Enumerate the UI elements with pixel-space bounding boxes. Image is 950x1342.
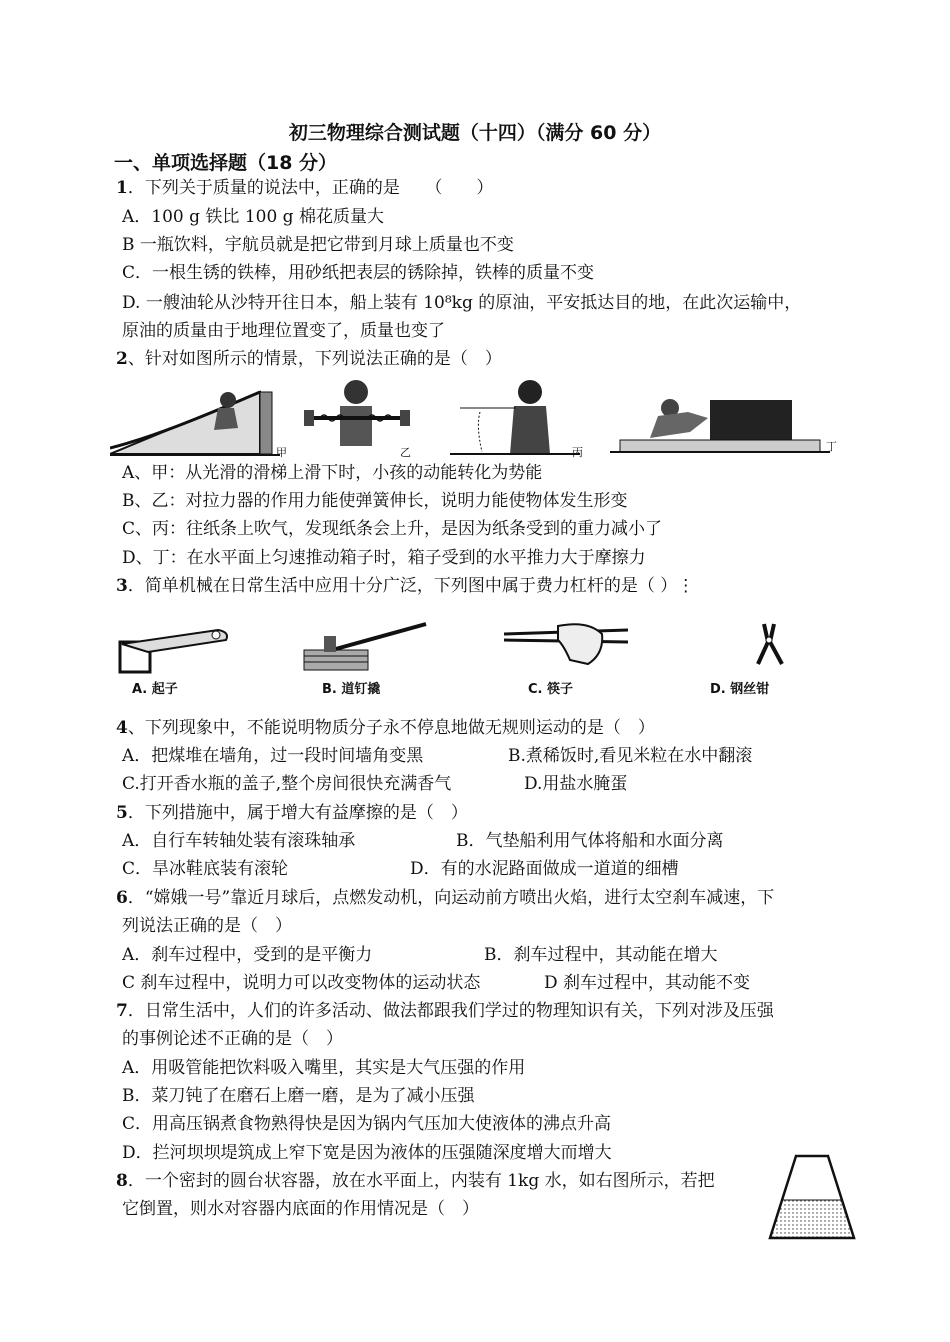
- question-1-option-d-line1: D. 一艘油轮从沙特开往日本，船上装有 10⁸kg 的原油，平安抵达目的地，在此次运输中，: [122, 293, 802, 313]
- question-5-option-a: A．自行车转轴处装有滚珠轴承: [122, 831, 356, 851]
- question-8-stem-line2: 它倒置，则水对容器内底面的作用情况是（ ）: [122, 1199, 479, 1219]
- question-2-option-c: C、丙：往纸条上吹气，发现纸条会上升，是因为纸条受到的重力减小了: [122, 519, 663, 539]
- question-3-figure: [118, 620, 798, 676]
- question-6-number: 6: [116, 888, 128, 908]
- tool-spike-lever: [304, 624, 426, 670]
- tool-label-d: D. 钢丝钳: [710, 682, 770, 697]
- scene-label-bing: 丙: [572, 446, 583, 459]
- question-4-option-c: C.打开香水瓶的盖子,整个房间很快充满香气: [122, 774, 452, 794]
- question-3-stem: [116, 573, 694, 599]
- scene-label-jia: 甲: [276, 446, 287, 459]
- question-6-option-d: D 刹车过程中，其动能不变: [544, 973, 751, 993]
- tool-pliers: [758, 624, 782, 664]
- question-2-option-b: B、乙：对拉力器的作用力能使弹簧伸长，说明力能使物体发生形变: [122, 491, 628, 511]
- question-6-option-a: A．刹车过程中，受到的是平衡力: [122, 945, 373, 965]
- question-4-stem: [116, 715, 655, 741]
- question-7-stem-line1: [116, 998, 774, 1024]
- question-7-option-d: D．拦河坝坝堤筑成上窄下宽是因为液体的压强随深度增大而增大: [122, 1143, 612, 1163]
- scene-label-ding: 丁: [826, 440, 837, 453]
- question-4-number: 4: [116, 718, 128, 738]
- question-1-option-a: A．100 g 铁比 100 g 棉花质量大: [122, 207, 384, 227]
- scene-spring-expander: [304, 380, 410, 446]
- question-4-option-d: D.用盐水腌蛋: [524, 774, 628, 794]
- frustum-container-figure: [764, 1152, 860, 1244]
- question-7-option-c: C．用高压锅煮食物熟得快是因为锅内气压加大使液体的沸点升高: [122, 1114, 612, 1134]
- question-2-stem: [116, 346, 502, 372]
- question-4-option-a: A．把煤堆在墙角，过一段时间墙角变黑: [122, 746, 424, 766]
- question-1-number: 1: [116, 178, 128, 198]
- question-2-number: 2: [116, 349, 128, 369]
- tool-label-b: B. 道钉撬: [322, 682, 381, 697]
- question-7-option-b: B．菜刀钝了在磨石上磨一磨，是为了减小压强: [122, 1086, 475, 1106]
- question-1-text: ．下列关于质量的说法中，正确的是 （ ）: [127, 178, 494, 198]
- tool-label-a: A. 起子: [132, 682, 178, 697]
- question-6-text-line1: ．“嫦娥一号”靠近月球后，点燃发动机，向运动前方喷出火焰，进行太空刹车减速，下: [127, 888, 775, 908]
- tool-bottle-opener: [120, 630, 227, 672]
- question-5-option-c: C．旱冰鞋底装有滚轮: [122, 859, 289, 879]
- scene-label-yi: 乙: [400, 446, 411, 459]
- question-6-stem-line1: [116, 885, 774, 911]
- tool-chopsticks: [504, 624, 628, 664]
- question-4-text: 、下列现象中，不能说明物质分子永不停息地做无规则运动的是（ ）: [127, 718, 655, 738]
- question-2-option-d: D、丁：在水平面上匀速推动箱子时，箱子受到的水平推力大于摩擦力: [122, 548, 646, 568]
- question-7-text-line1: ．日常生活中，人们的许多活动、做法都跟我们学过的物理知识有关，下列对涉及压强: [127, 1001, 774, 1021]
- question-2-figure: [110, 378, 840, 458]
- question-2-option-a: A、甲：从光滑的滑梯上滑下时，小孩的动能转化为势能: [122, 463, 543, 483]
- question-5-option-b: B．气垫船利用气体将船和水面分离: [456, 831, 724, 851]
- scene-blowing-paper: [450, 380, 580, 454]
- question-8-text-line1: ．一个密封的圆台状容器，放在水平面上，内装有 1kg 水，如右图所示，若把: [127, 1171, 715, 1191]
- question-5-stem: [116, 800, 468, 826]
- tool-label-c: C. 筷子: [528, 682, 574, 697]
- question-5-text: ．下列措施中，属于增大有益摩擦的是（ ）: [127, 803, 468, 823]
- question-3-number: 3: [116, 576, 128, 596]
- question-1-option-d-line2: 原油的质量由于地理位置变了，质量也变了: [122, 321, 445, 341]
- question-3-text: ．简单机械在日常生活中应用十分广泛，下列图中属于费力杠杆的是（ ）⋮: [127, 576, 695, 596]
- question-1-option-b: B 一瓶饮料，宇航员就是把它带到月球上质量也不变: [122, 235, 514, 255]
- question-4-option-b: B.煮稀饭时,看见米粒在水中翻滚: [508, 746, 753, 766]
- question-2-text: 、针对如图所示的情景，下列说法正确的是（ ）: [127, 349, 502, 369]
- question-5-number: 5: [116, 803, 128, 823]
- question-8-number: 8: [116, 1171, 128, 1191]
- section-heading: 一、单项选择题（18 分）: [114, 152, 338, 174]
- question-1-option-c: C．一根生锈的铁棒，用砂纸把表层的锈除掉，铁棒的质量不变: [122, 263, 595, 283]
- page-title: 初三物理综合测试题（十四）（满分 60 分）: [288, 122, 662, 144]
- question-7-number: 7: [116, 1001, 128, 1021]
- scene-slide: [110, 392, 280, 455]
- question-6-option-c: C 刹车过程中，说明力可以改变物体的运动状态: [122, 973, 481, 993]
- question-7-stem-line2: 的事例论述不正确的是（ ）: [122, 1029, 343, 1049]
- scene-pushing-box: [610, 399, 830, 452]
- question-5-option-d: D．有的水泥路面做成一道道的细槽: [410, 859, 679, 879]
- question-7-option-a: A．用吸管能把饮料吸入嘴里，其实是大气压强的作用: [122, 1058, 526, 1078]
- question-1-stem: [116, 175, 493, 201]
- water-fill: [770, 1200, 854, 1238]
- question-6-stem-line2: 列说法正确的是（ ）: [122, 916, 292, 936]
- question-8-stem-line1: [116, 1168, 715, 1194]
- question-6-option-b: B．刹车过程中，其动能在增大: [484, 945, 718, 965]
